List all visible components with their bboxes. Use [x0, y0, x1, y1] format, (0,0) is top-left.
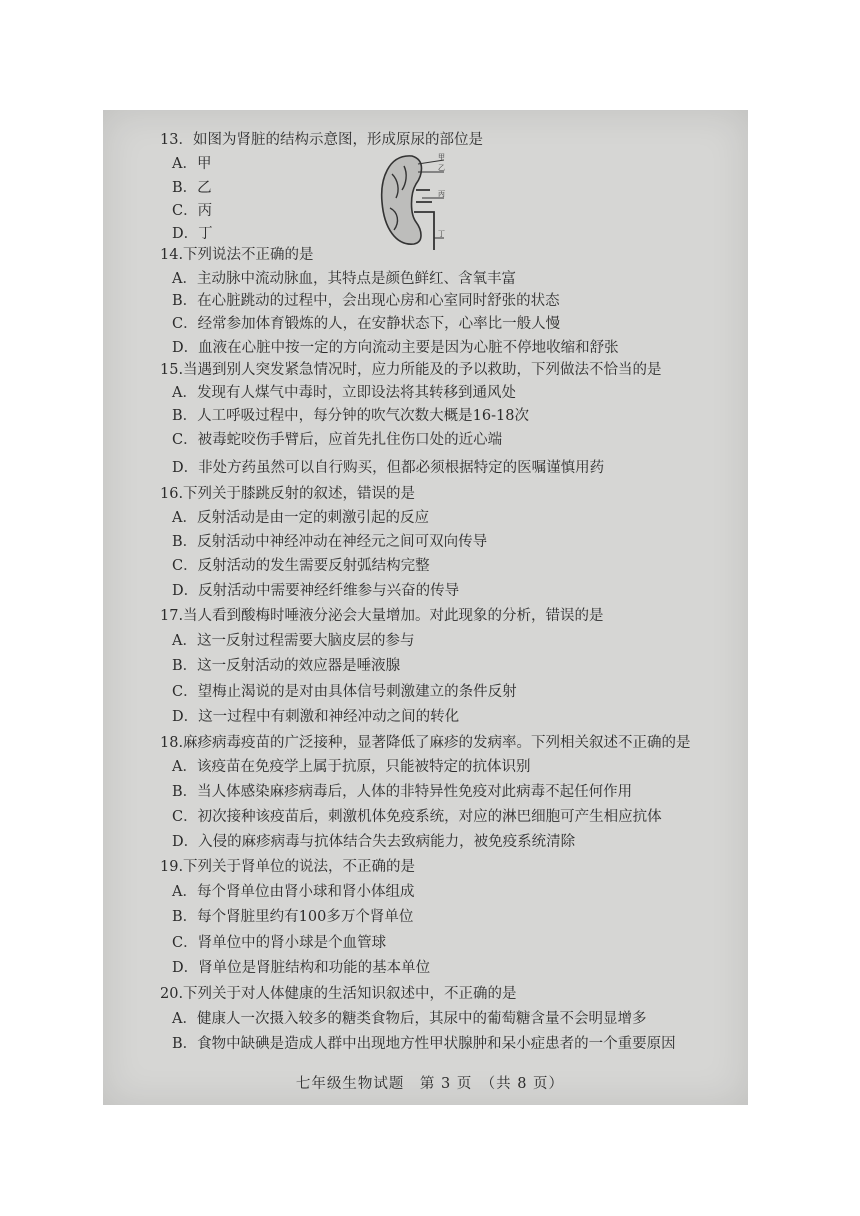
- question-15-stem: 15.当遇到别人突发紧急情况时，应力所能及的予以救助，下列做法不恰当的是: [160, 362, 662, 378]
- question-18-option-b: B．当人体感染麻疹病毒后，人体的非特异性免疫对此病毒不起任何作用: [172, 784, 633, 800]
- question-16-option-b: B．反射活动中神经冲动在神经元之间可双向传导: [172, 534, 488, 550]
- question-19-option-c: C．肾单位中的肾小球是个血管球: [172, 935, 387, 951]
- question-15-option-c: C．被毒蛇咬伤手臂后，应首先扎住伤口处的近心端: [172, 432, 503, 448]
- question-14-option-c: C．经常参加体育锻炼的人，在安静状态下，心率比一般人慢: [172, 316, 561, 332]
- question-17-option-d: D．这一过程中有刺激和神经冲动之间的转化: [172, 709, 460, 725]
- diagram-label-yi: 乙: [438, 164, 445, 172]
- question-13-stem: 13．如图为肾脏的结构示意图，形成原尿的部位是: [160, 132, 483, 148]
- page-footer: 七年级生物试题 第 3 页 （共 8 页）: [295, 1076, 565, 1092]
- question-18-option-a: A．该疫苗在免疫学上属于抗原，只能被特定的抗体识别: [172, 759, 531, 775]
- kidney-diagram: [378, 150, 448, 250]
- question-13-option-c: C．丙: [172, 203, 213, 219]
- question-18-option-d: D．入侵的麻疹病毒与抗体结合失去致病能力，被免疫系统清除: [172, 834, 576, 850]
- question-16-option-a: A．反射活动是由一定的刺激引起的反应: [172, 510, 429, 526]
- question-14-option-b: B．在心脏跳动的过程中，会出现心房和心室同时舒张的状态: [172, 293, 560, 309]
- question-14-option-a: A．主动脉中流动脉血，其特点是颜色鲜红、含氧丰富: [172, 271, 516, 287]
- question-14-option-d: D．血液在心脏中按一定的方向流动主要是因为心脏不停地收缩和舒张: [172, 340, 619, 356]
- question-19-option-b: B．每个肾脏里约有100多万个肾单位: [172, 909, 414, 925]
- question-15-option-b: B．人工呼吸过程中，每分钟的吹气次数大概是16-18次: [172, 408, 529, 424]
- question-19-stem: 19.下列关于肾单位的说法，不正确的是: [160, 859, 416, 875]
- question-18-stem: 18.麻疹病毒疫苗的广泛接种，显著降低了麻疹的发病率。下列相关叙述不正确的是: [160, 735, 691, 751]
- question-17-option-b: B．这一反射活动的效应器是唾液腺: [172, 658, 401, 674]
- question-20-option-a: A．健康人一次摄入较多的糖类食物后，其尿中的葡萄糖含量不会明显增多: [172, 1011, 647, 1027]
- question-18-option-c: C．初次接种该疫苗后，刺激机体免疫系统，对应的淋巴细胞可产生相应抗体: [172, 809, 662, 825]
- kidney-outline: [382, 156, 422, 244]
- question-20-stem: 20.下列关于对人体健康的生活知识叙述中，不正确的是: [160, 986, 517, 1002]
- question-15-option-d: D．非处方药虽然可以自行购买，但都必须根据特定的医嘱谨慎用药: [172, 460, 605, 476]
- diagram-label-ding: 丁: [438, 230, 445, 238]
- question-16-option-c: C．反射活动的发生需要反射弧结构完整: [172, 558, 430, 574]
- question-13-option-b: B．乙: [172, 180, 212, 196]
- question-15-option-a: A．发现有人煤气中毒时，立即设法将其转移到通风处: [172, 385, 516, 401]
- question-17-stem: 17.当人看到酸梅时唾液分泌会大量增加。对此现象的分析，错误的是: [160, 608, 604, 624]
- question-19-option-d: D．肾单位是肾脏结构和功能的基本单位: [172, 960, 431, 976]
- question-16-option-d: D．反射活动中需要神经纤维参与兴奋的传导: [172, 583, 460, 599]
- question-16-stem: 16.下列关于膝跳反射的叙述，错误的是: [160, 486, 416, 502]
- question-13-option-d: D．丁: [172, 226, 213, 242]
- question-13-option-a: A．甲: [172, 156, 212, 172]
- question-19-option-a: A．每个肾单位由肾小球和肾小体组成: [172, 884, 415, 900]
- question-17-option-a: A．这一反射过程需要大脑皮层的参与: [172, 633, 415, 649]
- question-17-option-c: C．望梅止渴说的是对由具体信号刺激建立的条件反射: [172, 684, 517, 700]
- question-20-option-b: B．食物中缺碘是造成人群中出现地方性甲状腺肿和呆小症患者的一个重要原因: [172, 1036, 676, 1052]
- diagram-label-jia: 甲: [438, 153, 445, 161]
- diagram-label-bing: 丙: [438, 190, 445, 198]
- question-14-stem: 14.下列说法不正确的是: [160, 247, 314, 263]
